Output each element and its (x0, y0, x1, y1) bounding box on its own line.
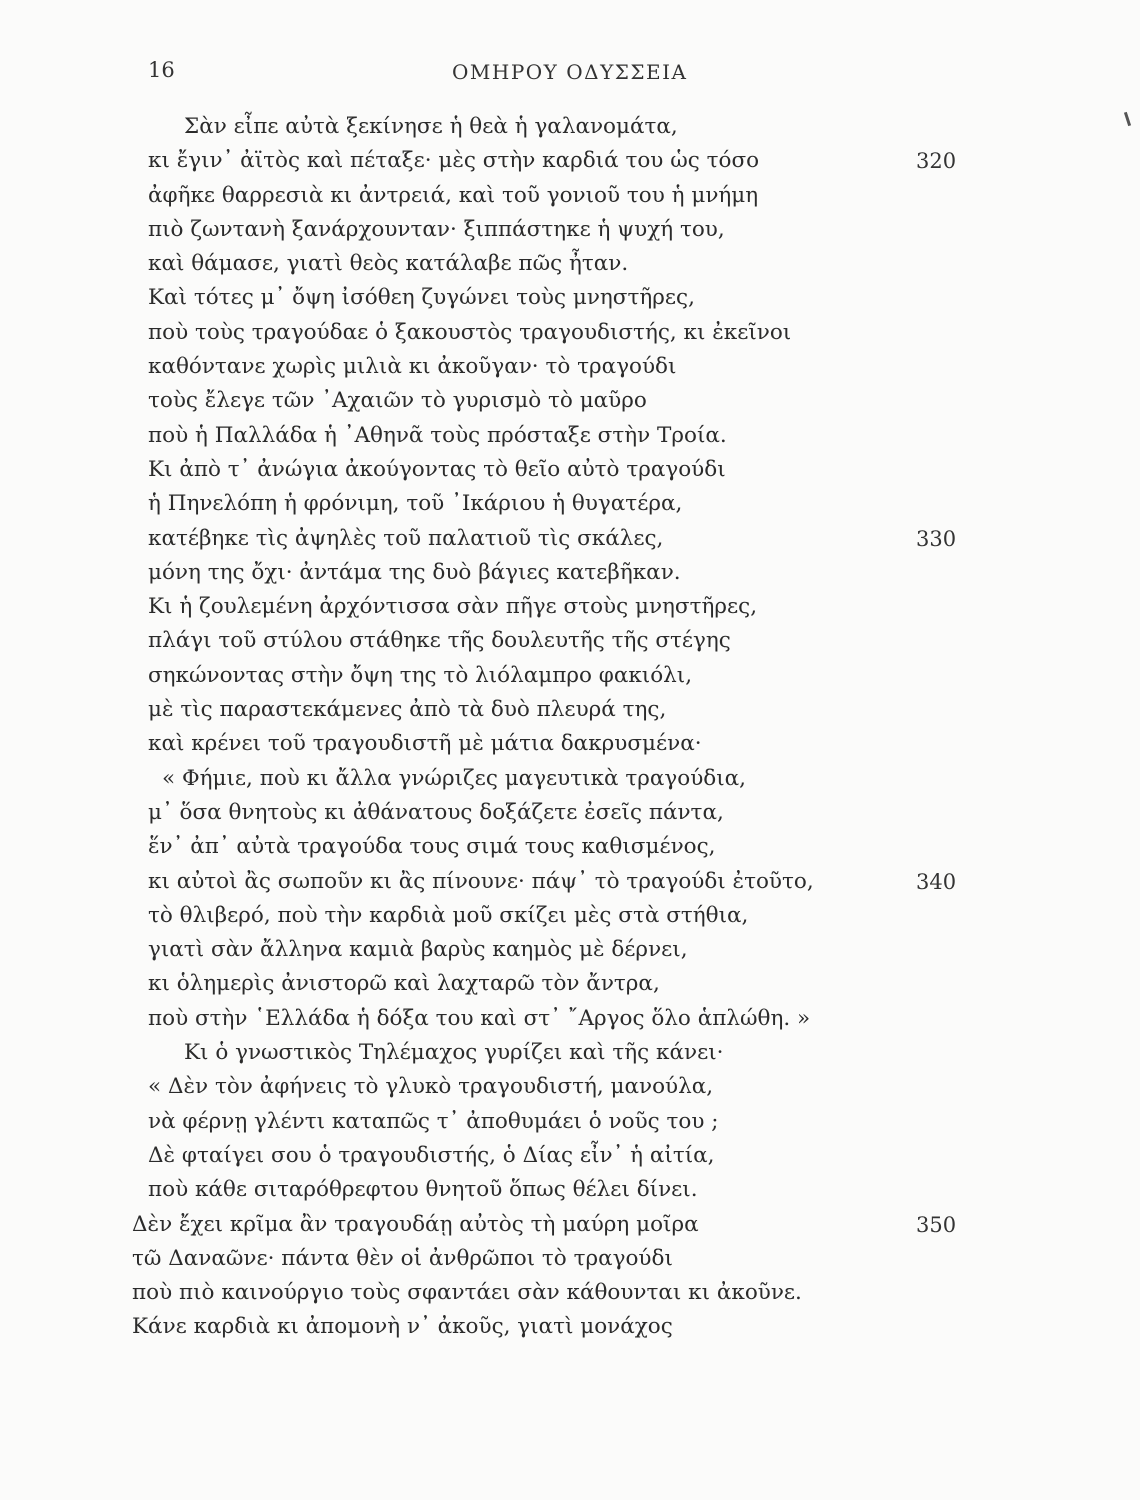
verse-text: Δὲν ἔχει κρῖμα ἂν τραγουδάῃ αὐτὸς τὴ μαύρη μοῖρα (132, 1211, 699, 1237)
line-number: 320 (916, 149, 957, 174)
verse-text: καθόντανε χωρὶς μιλιὰ κι ἀκοῦγαν· τὸ τραγούδι (148, 354, 677, 380)
verse-line (0, 624, 1140, 658)
verse-line (0, 1242, 1140, 1276)
verse-text: ποὺ κάθε σιταρόθρεφτου θνητοῦ ὅπως θέλει δίνει. (148, 1177, 698, 1203)
verse-line (0, 419, 1140, 453)
verse-text: ποὺ τοὺς τραγούδαε ὁ ξακουστὸς τραγουδιστής, κι ἐκεῖνοι (148, 319, 792, 345)
verse-text: καὶ θάμασε, γιατὶ θεὸς κατάλαβε πῶς ἦταν. (148, 251, 629, 277)
page-header (148, 58, 888, 90)
line-number: 330 (916, 526, 957, 551)
page-number: 16 (148, 58, 175, 82)
verse-line (0, 487, 1140, 521)
verse-line (0, 830, 1140, 864)
verse-text: καὶ κρένει τοῦ τραγουδιστῆ μὲ μάτια δακρυσμένα· (148, 731, 702, 757)
verse-text: ἕν᾿ ἀπ᾿ αὐτὰ τραγούδα τους σιμά τους καθισμένος, (148, 834, 716, 860)
verse-text: μὲ τὶς παραστεκάμενες ἀπὸ τὰ δυὸ πλευρά της, (148, 697, 667, 723)
verse-line (0, 1070, 1140, 1104)
verse-line (0, 1276, 1140, 1310)
verse-line (0, 590, 1140, 624)
verse-line (0, 762, 1140, 796)
verse-line (0, 899, 1140, 933)
verse-text: κι ἔγιν᾿ ἀϊτὸς καὶ πέταξε· μὲς στὴν καρδιά του ὡς τόσο (148, 148, 760, 174)
verse-line (0, 933, 1140, 967)
verse-line (0, 453, 1140, 487)
verse-block (0, 110, 1140, 1345)
verse-line (0, 1036, 1140, 1070)
verse-text: ἀφῆκε θαρρεσιὰ κι ἀντρειά, καὶ τοῦ γονιοῦ του ἡ μνήμη (148, 182, 759, 208)
verse-line (0, 1105, 1140, 1139)
verse-text: σηκώνοντας στὴν ὄψη της τὸ λιόλαμπρο φακιόλι, (148, 662, 693, 688)
verse-line (0, 247, 1140, 281)
verse-line (0, 796, 1140, 830)
verse-text: τῶ Δαναῶνε· πάντα θὲν οἱ ἀνθρῶποι τὸ τραγούδι (132, 1245, 673, 1271)
verse-text: γιατὶ σὰν ἄλληνα καμιὰ βαρὺς καημὸς μὲ δέρνει, (148, 937, 688, 963)
verse-line (0, 967, 1140, 1001)
verse-line (0, 522, 1140, 556)
verse-text: πλάγι τοῦ στύλου στάθηκε τῆς δουλευτῆς τῆς στέγης (148, 628, 731, 654)
verse-line (0, 1208, 1140, 1242)
verse-text: κι αὐτοὶ ἂς σωποῦν κι ἂς πίνουνε· πάψ᾿ τὸ τραγούδι ἐτοῦτο, (148, 868, 814, 894)
verse-line (0, 556, 1140, 590)
verse-line (0, 693, 1140, 727)
verse-text: Κάνε καρδιὰ κι ἀπομονὴ ν᾿ ἀκοῦς, γιατὶ μονάχος (132, 1314, 673, 1340)
verse-text: κι ὁλημερὶς ἀνιστορῶ καὶ λαχταρῶ τὸν ἄντρα, (148, 971, 660, 997)
verse-text: « Φήμιε, ποὺ κι ἄλλα γνώριζες μαγευτικὰ τραγούδια, (162, 765, 747, 791)
verse-line (0, 1310, 1140, 1344)
verse-text: ἡ Πηνελόπη ἡ φρόνιμη, τοῦ ᾿Ικάριου ἡ θυγατέρα, (148, 491, 683, 517)
verse-text: μόνη της ὄχι· ἀντάμα της δυὸ βάγιες κατεβῆκαν. (148, 559, 681, 585)
verse-line (0, 384, 1140, 418)
verse-line (0, 179, 1140, 213)
running-title: ΟΜΗΡΟΥ ΟΔΥΣΣΕΙΑ (452, 60, 688, 84)
line-number: 350 (916, 1212, 957, 1237)
verse-text: Δὲ φταίγει σου ὁ τραγουδιστής, ὁ Δίας εἶν᾿ ἡ αἰτία, (148, 1142, 715, 1168)
verse-line (0, 659, 1140, 693)
verse-line (0, 281, 1140, 315)
verse-text: ποὺ πιὸ καινούργιο τοὺς σφαντάει σὰν κάθουνται κι ἀκοῦνε. (132, 1280, 802, 1306)
verse-line (0, 1002, 1140, 1036)
verse-line (0, 727, 1140, 761)
verse-text: Καὶ τότες μ᾿ ὄψη ἰσόθεη ζυγώνει τοὺς μνηστῆρες, (148, 285, 695, 311)
verse-text: ποὺ στὴν ῾Ελλάδα ἡ δόξα του καὶ στ᾿ ῎Αργος ὅλο ἁπλώθη. » (148, 1005, 811, 1031)
verse-text: κατέβηκε τὶς ἀψηλὲς τοῦ παλατιοῦ τὶς σκάλες, (148, 525, 664, 551)
verse-line (0, 1173, 1140, 1207)
verse-text: Κι ἀπὸ τ᾿ ἀνώγια ἀκούγοντας τὸ θεῖο αὐτὸ τραγούδι (148, 456, 726, 482)
verse-text: ποὺ ἡ Παλλάδα ἡ ᾿Αθηνᾶ τοὺς πρόσταξε στὴν Τροία. (148, 422, 727, 448)
verse-line (0, 213, 1140, 247)
verse-line (0, 350, 1140, 384)
verse-text: τοὺς ἔλεγε τῶν ᾿Αχαιῶν τὸ γυρισμὸ τὸ μαῦρο (148, 388, 647, 414)
verse-text: μ᾿ ὅσα θνητοὺς κι ἀθάνατους δοξάζετε ἐσεῖς πάντα, (148, 799, 724, 825)
verse-line (0, 865, 1140, 899)
verse-text: Σὰν εἶπε αὐτὰ ξεκίνησε ἡ θεὰ ἡ γαλανομάτα, (184, 114, 678, 139)
verse-text: Κι ἡ ζουλεμένη ἀρχόντισσα σὰν πῆγε στοὺς μνηστῆρες, (148, 594, 758, 620)
verse-text: Κι ὁ γνωστικὸς Τηλέμαχος γυρίζει καὶ τῆς κάνει· (184, 1040, 724, 1066)
line-number: 340 (916, 869, 957, 894)
verse-text: πιὸ ζωντανὴ ξανάρχουνταν· ξιππάστηκε ἡ ψυχή του, (148, 216, 725, 242)
verse-line (0, 1139, 1140, 1173)
verse-line (0, 316, 1140, 350)
verse-text: τὸ θλιβερό, ποὺ τὴν καρδιὰ μοῦ σκίζει μὲς στὰ στήθια, (148, 902, 749, 928)
verse-line (0, 110, 1140, 144)
verse-text: νὰ φέρνῃ γλέντι καταπῶς τ᾿ ἀποθυμάει ὁ νοῦς του ; (148, 1108, 719, 1134)
verse-text: « Δὲν τὸν ἀφήνεις τὸ γλυκὸ τραγουδιστή, μανούλα, (148, 1074, 714, 1100)
verse-line (0, 144, 1140, 178)
